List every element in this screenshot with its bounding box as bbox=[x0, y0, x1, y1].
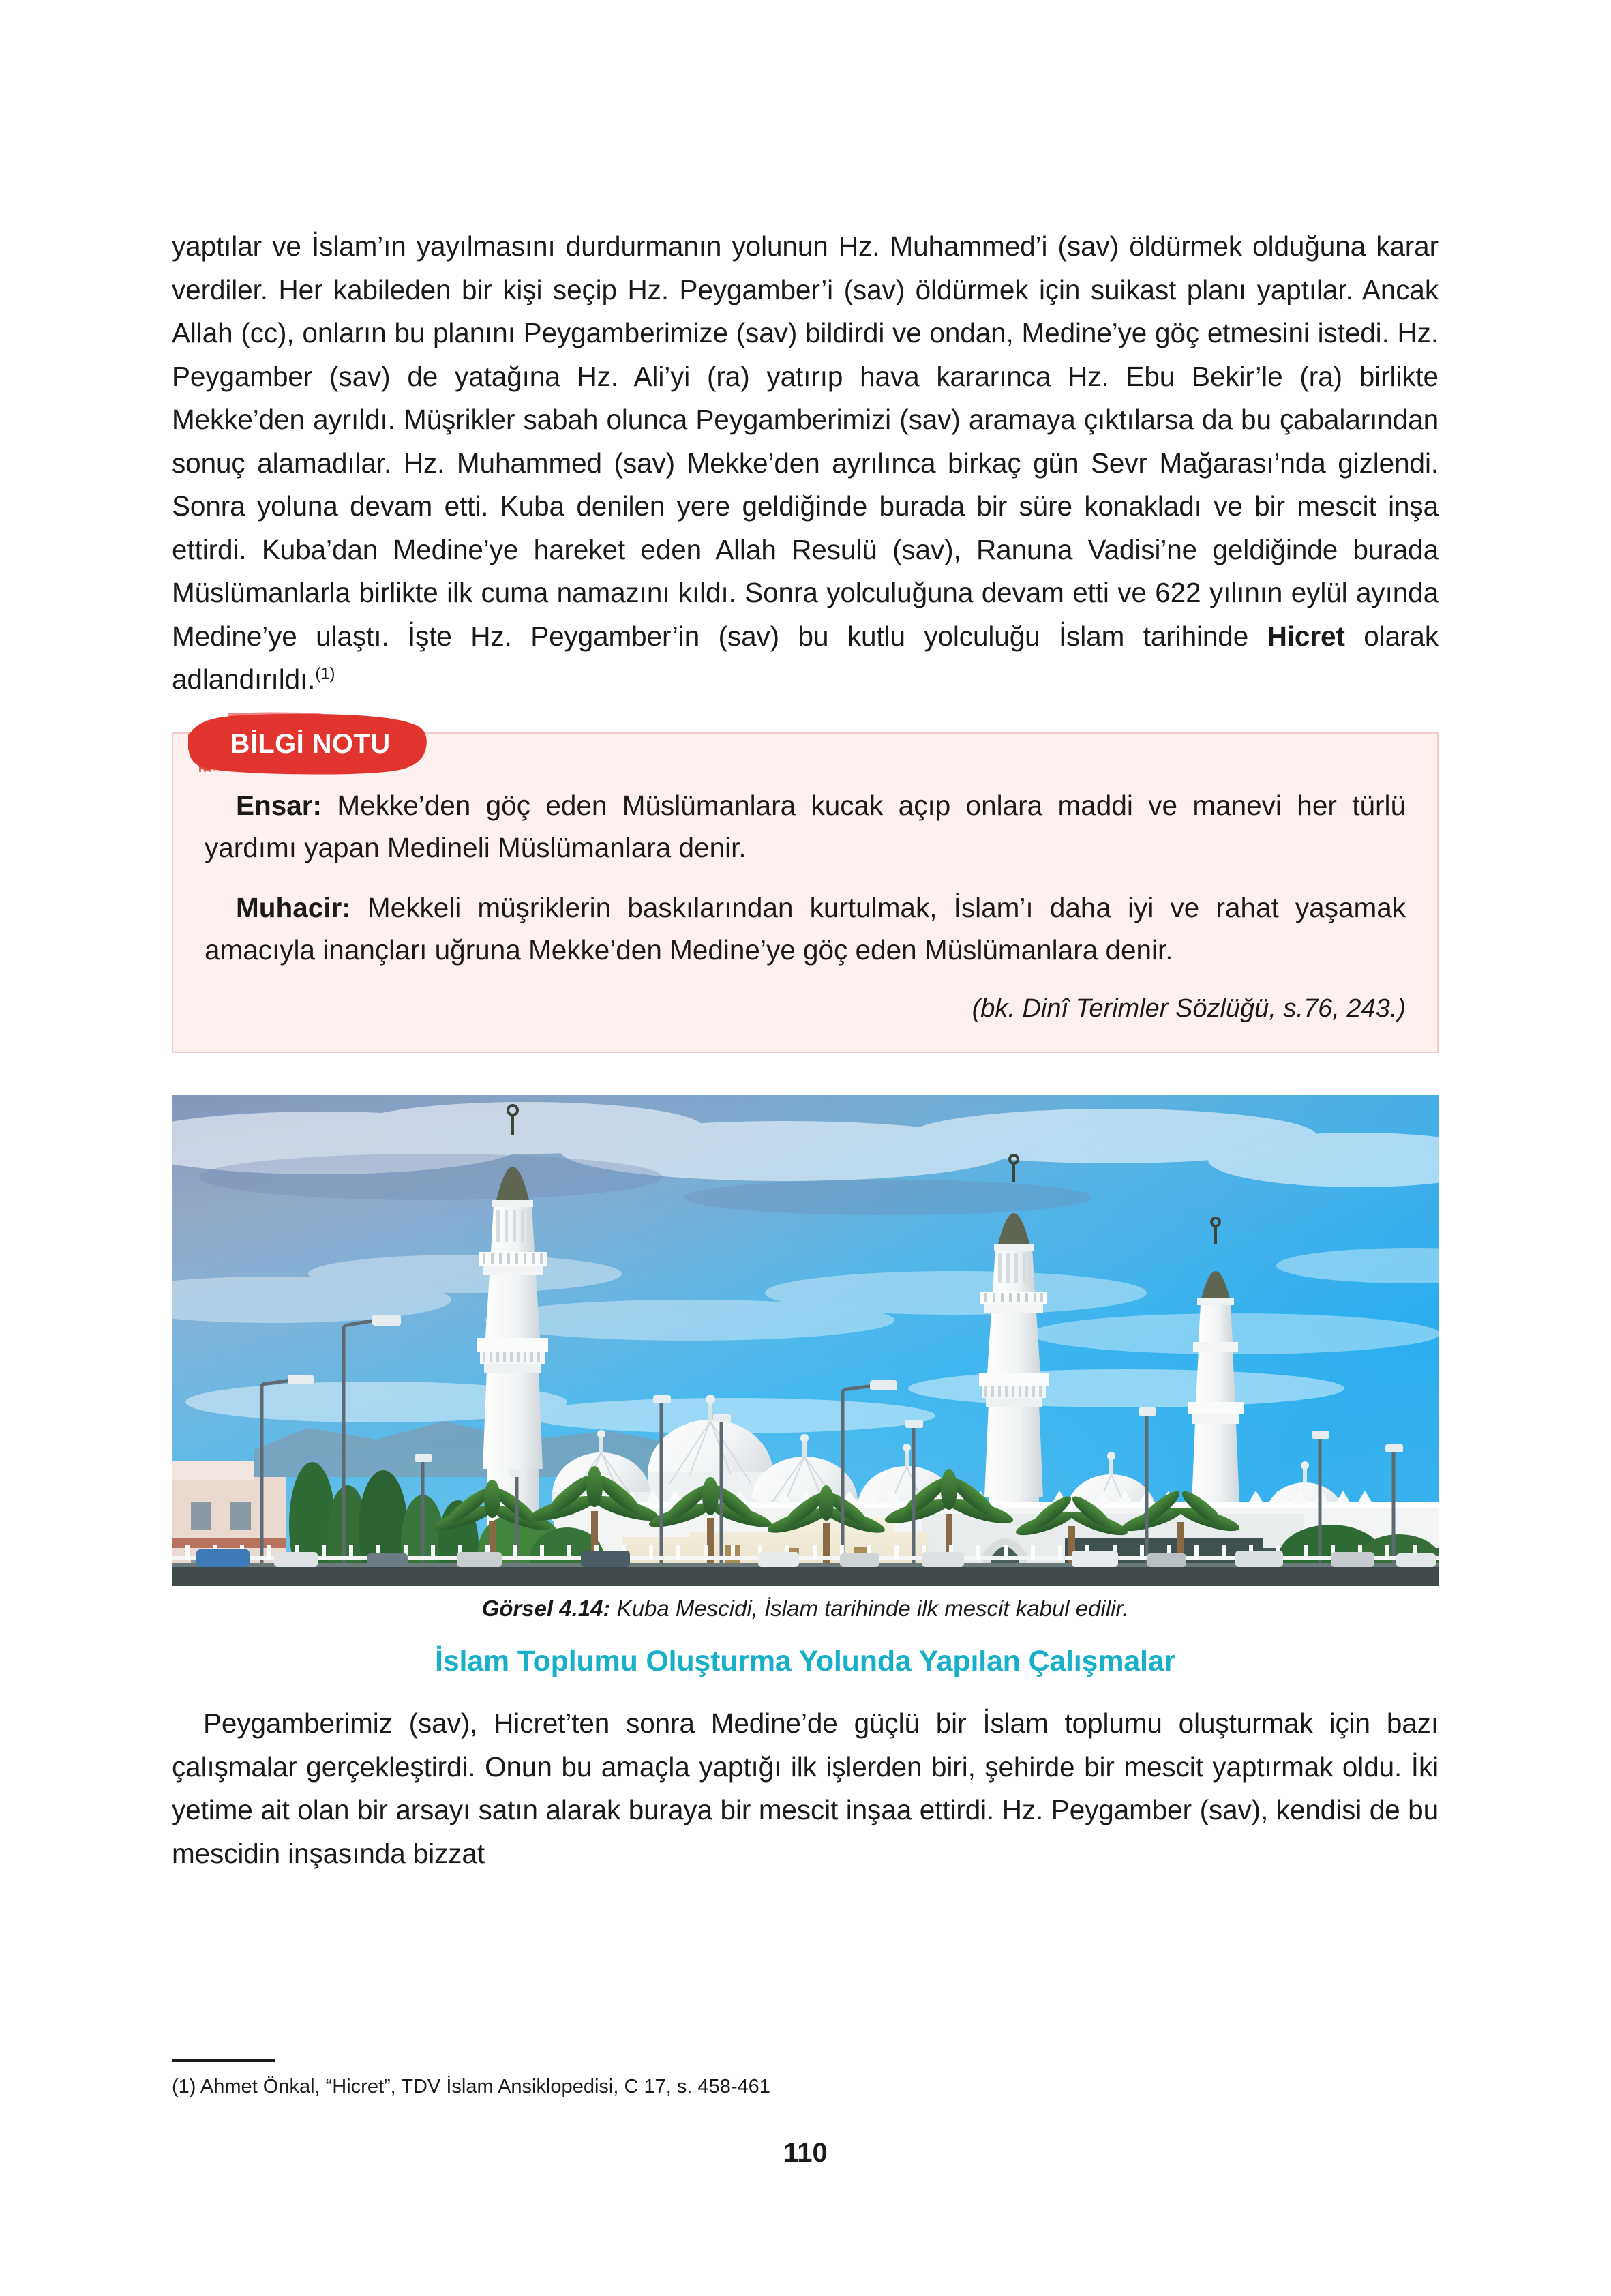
info-entry-muhacir-term: Muhacir: bbox=[236, 891, 351, 923]
bold-term-hicret: Hicret bbox=[1267, 620, 1345, 652]
footnote-marker: (1) bbox=[315, 664, 335, 683]
figure-block bbox=[172, 1095, 1439, 1622]
info-entry-ensar bbox=[205, 784, 1406, 869]
info-entry-ensar-term: Ensar: bbox=[236, 789, 322, 821]
quba-mosque-illustration bbox=[172, 1095, 1439, 1586]
page-content bbox=[172, 225, 1439, 1875]
main-paragraph-text-before-bold: yaptılar ve İslam’ın yayılmasını durdurmanın yolunun Hz. Muhammed’i (sav) öldürmek olduğuna karar verdiler. Her kabileden bir kişi seçip Hz. Peygamber’i (sav) öldürmek için suikast planı yaptılar. Ancak Allah (cc), onların bu planını Peygamberimize (sav) bildirdi ve ondan, Medine’ye göç etmesini istedi. Hz. Peygamber (sav) de yatağına Hz. Ali’yi (ra) yatırıp hava kararınca Hz. Ebu Bekir’le (ra) birlikte Mekke’den ayrıldı. Müşrikler sabah olunca Peygamberimizi (sav) aramaya çıktılarsa da bu çabalarından sonuç alamadılar. Hz. Muhammed (sav) Mekke’den ayrılınca birkaç gün Sevr Mağarası’nda gizlendi. Sonra yoluna devam etti. Kuba denilen yere geldiğinde burada bir süre konakladı ve bir mescit inşa ettirdi. Kuba’dan Medine’ye hareket eden Allah Resulü (sav), Ranuna Vadisi’ne geldiğinde burada Müslümanlarla birlikte ilk cuma namazını kıldı. Sonra yolculuğuna devam etti ve 622 yılının eylül ayında Medine’ye ulaştı. İşte Hz. Peygamber’in (sav) bu kutlu yolculuğu İslam tarihinde bbox=[172, 230, 1439, 652]
info-box bbox=[172, 729, 1439, 1053]
info-box-source: (bk. Dinî Terimler Sözlüğü, s.76, 243.) bbox=[972, 994, 1406, 1023]
info-entry-muhacir-definition: Mekkeli müşriklerin baskılarından kurtulmak, İslam’ı daha iyi ve rahat yaşamak amacıyla inançları uğruna Mekke’den Medine’ye göç eden Müslümanlara denir. bbox=[205, 891, 1406, 966]
info-entry-ensar-definition: Mekke’den göç eden Müslümanlara kucak açıp onlara maddi ve manevi her türlü yardımı yapan Medineli Müslümanlara denir. bbox=[205, 789, 1406, 863]
info-entry-muhacir bbox=[205, 886, 1406, 971]
figure-caption-text: Kuba Mescidi, İslam tarihinde ilk mescit kabul edilir. bbox=[610, 1595, 1129, 1621]
quba-mosque-photo bbox=[172, 1095, 1439, 1586]
section-heading: İslam Toplumu Oluşturma Yolunda Yapılan Çalışmalar bbox=[435, 1644, 1175, 1678]
main-paragraph-text-after-bold: olarak adlandırıldı. bbox=[172, 620, 1439, 695]
info-box-body bbox=[172, 732, 1439, 1053]
page-number: 110 bbox=[783, 2138, 828, 2168]
info-box-banner bbox=[187, 711, 428, 776]
footnote-text: (1) Ahmet Önkal, “Hicret”, TDV İslam Ansiklopedisi, C 17, s. 458-461 bbox=[172, 2076, 770, 2098]
footnote-area bbox=[172, 2059, 1439, 2100]
section-paragraph-text: Peygamberimiz (sav), Hicret’ten sonra Medine’de güçlü bir İslam toplumu oluşturmak için bazı çalışmalar gerçekleştirdi. Onun bu amaçla yaptığı ilk işlerden biri, şehirde bir mescit yaptırmak oldu. İki yetime ait olan bir arsayı satın alarak buraya bir mescit inşaa ettirdi. Hz. Peygamber (sav), kendisi de bu mescidin inşasında bizzat bbox=[172, 1708, 1439, 1869]
main-paragraph bbox=[172, 225, 1439, 702]
figure-caption bbox=[172, 1596, 1439, 1622]
footnote-divider bbox=[172, 2059, 275, 2062]
figure-caption-label: Görsel 4.14: bbox=[481, 1595, 611, 1621]
info-box-banner-label: BİLGİ NOTU bbox=[230, 729, 391, 759]
section-paragraph bbox=[172, 1702, 1439, 1875]
